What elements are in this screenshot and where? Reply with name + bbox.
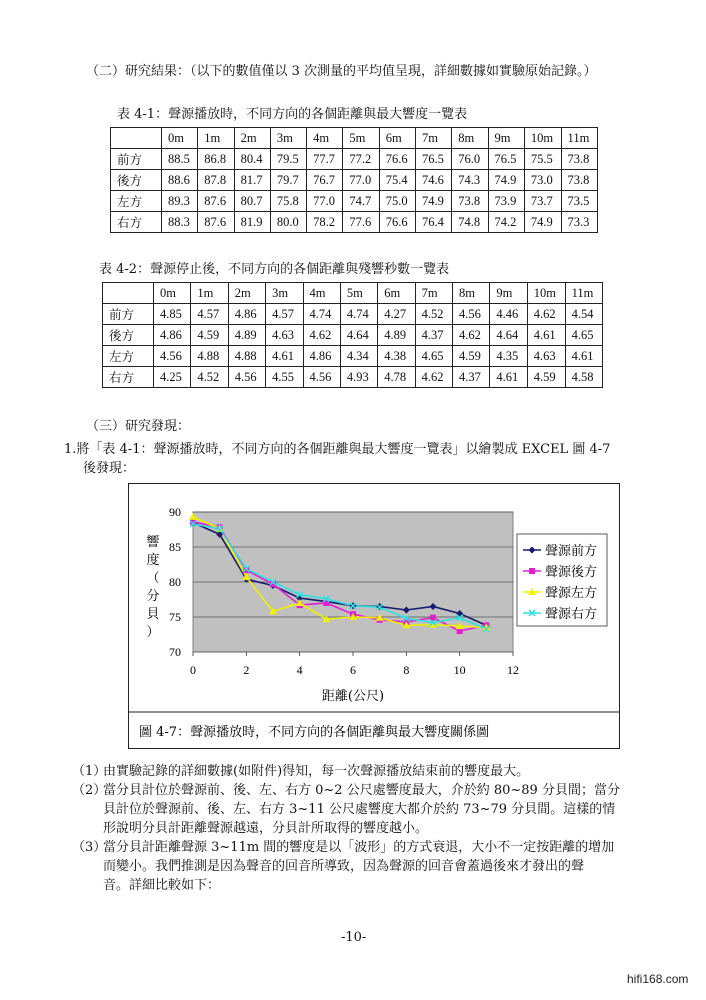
table-cell: 88.6 bbox=[162, 170, 198, 191]
table-cell: 74.3 bbox=[452, 170, 488, 191]
table-cell: 4.34 bbox=[340, 346, 377, 367]
table-cell: 4.56 bbox=[228, 367, 265, 388]
header-cell: 10m bbox=[527, 283, 565, 304]
table-cell: 74.7 bbox=[343, 191, 379, 212]
table-cell: 73.8 bbox=[452, 191, 488, 212]
table-cell: 4.85 bbox=[154, 304, 191, 325]
table-cell: 88.3 bbox=[162, 212, 198, 233]
header-cell: 8m bbox=[453, 283, 490, 304]
table-header-row bbox=[111, 128, 598, 149]
table-cell: 76.5 bbox=[415, 149, 451, 170]
table-cell: 4.62 bbox=[527, 304, 565, 325]
finding-item bbox=[72, 781, 672, 838]
x-axis-label: 距離(公尺) bbox=[321, 689, 385, 704]
table-cell: 4.86 bbox=[303, 346, 340, 367]
table-cell: 74.9 bbox=[415, 191, 451, 212]
header-cell: 7m bbox=[415, 283, 452, 304]
legend-label: 聲源前方 bbox=[545, 544, 598, 559]
header-cell: 3m bbox=[266, 283, 303, 304]
table-cell: 4.64 bbox=[490, 325, 527, 346]
table-cell: 75.5 bbox=[524, 149, 561, 170]
header-cell: 6m bbox=[379, 128, 415, 149]
table-4-1 bbox=[110, 127, 598, 233]
table-cell: 74.9 bbox=[488, 170, 524, 191]
y-axis-label-char: 度 bbox=[146, 553, 160, 568]
finding-text-line: 當分貝計距離聲源 3~11m 間的響度是以「波形」的方式衰退，大小不一定按距離的增加 bbox=[103, 840, 615, 855]
table-cell: 4.61 bbox=[266, 346, 303, 367]
table-cell: 78.2 bbox=[307, 212, 343, 233]
table-cell: 4.55 bbox=[266, 367, 303, 388]
header-cell bbox=[111, 128, 162, 149]
finding-number: （2） bbox=[72, 783, 107, 798]
table-cell: 4.61 bbox=[527, 325, 565, 346]
finding-text-line: 音。詳細比較如下： bbox=[103, 878, 221, 893]
finding-text-line: 當分貝計位於聲源前、後、左、右方 0~2 公尺處響度最大，介於約 80~89 分貝間；當分 bbox=[103, 783, 620, 798]
x-tick-label: 4 bbox=[296, 663, 303, 677]
y-tick-label: 85 bbox=[169, 540, 181, 554]
table-cell: 76.4 bbox=[415, 212, 451, 233]
table-cell: 4.63 bbox=[266, 325, 303, 346]
table-cell: 4.52 bbox=[415, 304, 452, 325]
table-cell: 4.78 bbox=[378, 367, 415, 388]
table-cell: 76.6 bbox=[379, 212, 415, 233]
table1-caption: 表 4-1：聲源播放時，不同方向的各個距離與最大響度一覽表 bbox=[117, 107, 468, 122]
table-cell: 4.38 bbox=[378, 346, 415, 367]
table-cell: 4.25 bbox=[154, 367, 191, 388]
watermark: hifi168.com bbox=[627, 972, 689, 986]
table-cell: 4.89 bbox=[378, 325, 415, 346]
header-cell: 2m bbox=[234, 128, 270, 149]
table-cell: 74.9 bbox=[524, 212, 561, 233]
y-axis-label-char: ） bbox=[146, 625, 160, 640]
table-cell: 4.59 bbox=[527, 367, 565, 388]
chart-caption: 圖 4-7：聲源播放時，不同方向的各個距離與最大響度關係圖 bbox=[139, 725, 490, 740]
table-row bbox=[111, 170, 598, 191]
table-cell: 87.6 bbox=[198, 212, 234, 233]
table-cell: 4.52 bbox=[191, 367, 228, 388]
y-axis-label-char: 貝 bbox=[146, 607, 160, 622]
table-cell: 4.74 bbox=[303, 304, 340, 325]
table-cell: 79.7 bbox=[270, 170, 306, 191]
table-cell: 77.0 bbox=[307, 191, 343, 212]
y-axis-label-char: （ bbox=[146, 571, 160, 586]
table-header-row bbox=[103, 283, 603, 304]
header-cell: 2m bbox=[228, 283, 265, 304]
header-cell bbox=[103, 283, 154, 304]
finding-text-line: 形說明分貝計距離聲源越遠，分貝計所取得的響度越小。 bbox=[103, 821, 429, 836]
table-cell: 77.7 bbox=[307, 149, 343, 170]
table-cell: 75.0 bbox=[379, 191, 415, 212]
table-cell: 77.6 bbox=[343, 212, 379, 233]
table-cell: 4.56 bbox=[303, 367, 340, 388]
table-cell: 73.0 bbox=[524, 170, 561, 191]
table-cell: 86.8 bbox=[198, 149, 234, 170]
table-cell: 73.9 bbox=[488, 191, 524, 212]
table-cell: 76.0 bbox=[452, 149, 488, 170]
table-cell: 4.86 bbox=[228, 304, 265, 325]
section2-heading: （二）研究結果：（以下的數值僅以 3 次測量的平均值呈現，詳細數據如實驗原始記錄。） bbox=[86, 64, 597, 79]
table-cell: 4.54 bbox=[565, 304, 602, 325]
table-cell: 73.3 bbox=[561, 212, 597, 233]
table-cell: 4.89 bbox=[228, 325, 265, 346]
x-tick-label: 0 bbox=[190, 663, 196, 677]
table-cell: 88.5 bbox=[162, 149, 198, 170]
header-cell: 6m bbox=[378, 283, 415, 304]
y-axis-label-char: 分 bbox=[146, 589, 160, 604]
table-4-2 bbox=[102, 282, 603, 388]
table-cell: 4.74 bbox=[340, 304, 377, 325]
finding-number: （1） bbox=[72, 764, 107, 779]
table-cell: 4.88 bbox=[228, 346, 265, 367]
row-label-cell: 前方 bbox=[103, 304, 154, 325]
table-cell: 75.8 bbox=[270, 191, 306, 212]
header-cell: 0m bbox=[154, 283, 191, 304]
table-row bbox=[103, 304, 603, 325]
finding-text-line: 貝計位於聲源前、後、左、右方 3~11 公尺處響度大都介於約 73~79 分貝間。這樣的情 bbox=[103, 802, 616, 817]
table-cell: 4.56 bbox=[154, 346, 191, 367]
row-label-cell: 前方 bbox=[111, 149, 162, 170]
table-cell: 4.59 bbox=[453, 346, 490, 367]
header-cell: 4m bbox=[303, 283, 340, 304]
row-label-cell: 右方 bbox=[103, 367, 154, 388]
y-tick-label: 70 bbox=[169, 645, 181, 659]
table-cell: 73.8 bbox=[561, 149, 597, 170]
table-cell: 4.63 bbox=[527, 346, 565, 367]
table-row bbox=[103, 346, 603, 367]
x-tick-label: 10 bbox=[453, 663, 466, 677]
legend-marker bbox=[529, 568, 535, 574]
table-row bbox=[111, 212, 598, 233]
table-cell: 4.46 bbox=[490, 304, 527, 325]
table-cell: 73.7 bbox=[524, 191, 561, 212]
y-tick-label: 75 bbox=[169, 610, 181, 624]
page-number: -10- bbox=[341, 930, 367, 945]
table-cell: 73.5 bbox=[561, 191, 597, 212]
finding-item bbox=[72, 838, 672, 895]
chart-frame bbox=[128, 483, 620, 749]
table-cell: 87.6 bbox=[198, 191, 234, 212]
table-cell: 4.64 bbox=[340, 325, 377, 346]
table-cell: 81.7 bbox=[234, 170, 270, 191]
table-cell: 4.62 bbox=[453, 325, 490, 346]
header-cell: 1m bbox=[191, 283, 228, 304]
line-chart bbox=[129, 484, 619, 748]
finding-number: （3） bbox=[72, 840, 107, 855]
x-tick-label: 12 bbox=[507, 663, 519, 677]
table-cell: 4.59 bbox=[191, 325, 228, 346]
table-cell: 4.27 bbox=[378, 304, 415, 325]
table-cell: 4.65 bbox=[415, 346, 452, 367]
header-cell: 5m bbox=[340, 283, 377, 304]
table2-caption: 表 4-2：聲源停止後，不同方向的各個距離與殘響秒數一覽表 bbox=[99, 262, 450, 277]
table-cell: 4.93 bbox=[340, 367, 377, 388]
legend-label: 聲源左方 bbox=[545, 586, 598, 601]
y-axis-label-char: 響 bbox=[146, 535, 160, 550]
table-cell: 4.58 bbox=[565, 367, 602, 388]
y-tick-label: 80 bbox=[169, 575, 181, 589]
table-cell: 81.9 bbox=[234, 212, 270, 233]
header-cell: 9m bbox=[488, 128, 524, 149]
section3-heading: （三）研究發現： bbox=[86, 419, 191, 434]
table-cell: 80.7 bbox=[234, 191, 270, 212]
finding1-line1: 1.將「表 4-1：聲源播放時，不同方向的各個距離與最大響度一覽表」以繪製成 EXCEL 圖 4-7 bbox=[64, 442, 611, 457]
header-cell: 9m bbox=[490, 283, 527, 304]
x-tick-label: 6 bbox=[350, 663, 356, 677]
table-row bbox=[111, 191, 598, 212]
finding-text-line: 而變小。我們推測是因為聲音的回音所導致，因為聲源的回音會蓋過後來才發出的聲 bbox=[103, 859, 585, 874]
table-cell: 4.61 bbox=[565, 346, 602, 367]
header-cell: 4m bbox=[307, 128, 343, 149]
row-label-cell: 右方 bbox=[111, 212, 162, 233]
legend-label: 聲源後方 bbox=[545, 565, 598, 580]
header-cell: 11m bbox=[565, 283, 602, 304]
table-row bbox=[103, 325, 603, 346]
table-cell: 76.5 bbox=[488, 149, 524, 170]
table-cell: 4.57 bbox=[266, 304, 303, 325]
table-cell: 76.6 bbox=[379, 149, 415, 170]
x-tick-label: 2 bbox=[243, 663, 250, 677]
table-cell: 4.56 bbox=[453, 304, 490, 325]
header-cell: 1m bbox=[198, 128, 234, 149]
table-cell: 4.35 bbox=[490, 346, 527, 367]
table-cell: 4.57 bbox=[191, 304, 228, 325]
y-tick-label: 90 bbox=[169, 505, 181, 519]
table-cell: 75.4 bbox=[379, 170, 415, 191]
legend-label: 聲源右方 bbox=[545, 607, 598, 622]
header-cell: 5m bbox=[343, 128, 379, 149]
finding-text-line: 由實驗記錄的詳細數據(如附件)得知，每一次聲源播放結束前的響度最大。 bbox=[103, 764, 530, 779]
table-cell: 4.62 bbox=[415, 367, 452, 388]
table-cell: 4.61 bbox=[490, 367, 527, 388]
header-cell: 3m bbox=[270, 128, 306, 149]
table-cell: 79.5 bbox=[270, 149, 306, 170]
table-cell: 73.8 bbox=[561, 170, 597, 191]
table-cell: 4.37 bbox=[415, 325, 452, 346]
table-cell: 77.2 bbox=[343, 149, 379, 170]
table-cell: 74.2 bbox=[488, 212, 524, 233]
table-row bbox=[111, 149, 598, 170]
table-cell: 87.8 bbox=[198, 170, 234, 191]
header-cell: 8m bbox=[452, 128, 488, 149]
header-cell: 11m bbox=[561, 128, 597, 149]
table-cell: 4.37 bbox=[453, 367, 490, 388]
header-cell: 7m bbox=[415, 128, 451, 149]
row-label-cell: 後方 bbox=[111, 170, 162, 191]
table-cell: 80.4 bbox=[234, 149, 270, 170]
table-cell: 74.6 bbox=[415, 170, 451, 191]
finding-item bbox=[72, 762, 672, 781]
table-cell: 77.0 bbox=[343, 170, 379, 191]
table-row bbox=[103, 367, 603, 388]
header-cell: 10m bbox=[524, 128, 561, 149]
row-label-cell: 左方 bbox=[103, 346, 154, 367]
header-cell: 0m bbox=[162, 128, 198, 149]
row-label-cell: 左方 bbox=[111, 191, 162, 212]
findings-list bbox=[72, 762, 672, 895]
table-cell: 4.65 bbox=[565, 325, 602, 346]
row-label-cell: 後方 bbox=[103, 325, 154, 346]
table-cell: 76.7 bbox=[307, 170, 343, 191]
table-cell: 4.62 bbox=[303, 325, 340, 346]
table-cell: 4.88 bbox=[191, 346, 228, 367]
table-cell: 4.86 bbox=[154, 325, 191, 346]
finding1-line2: 後發現： bbox=[83, 461, 136, 476]
table-cell: 80.0 bbox=[270, 212, 306, 233]
table-cell: 74.8 bbox=[452, 212, 488, 233]
table-cell: 89.3 bbox=[162, 191, 198, 212]
x-tick-label: 8 bbox=[403, 663, 410, 677]
